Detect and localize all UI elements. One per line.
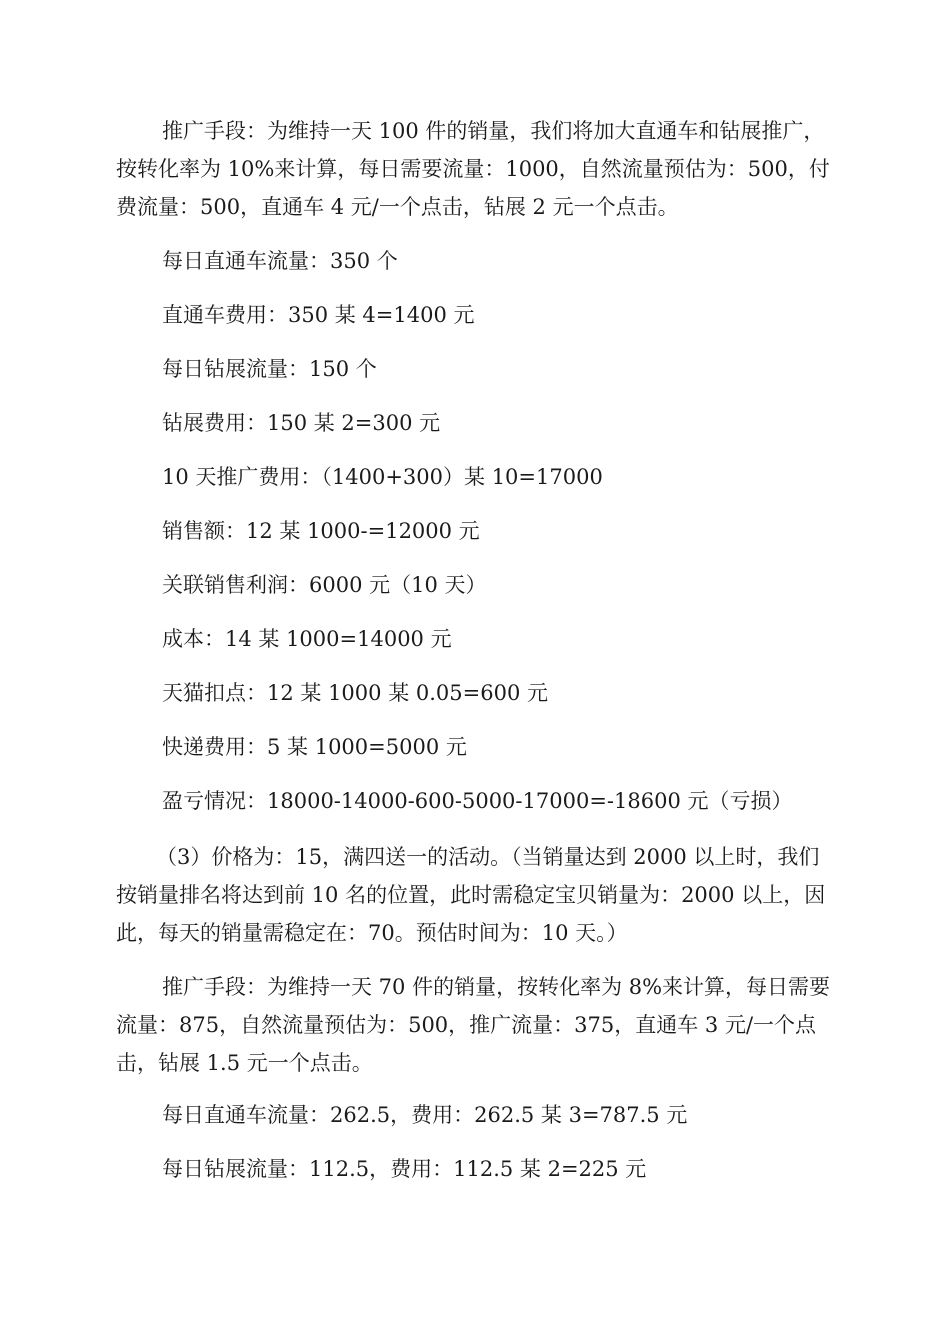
- price-plan-paragraph: （3）价格为：15，满四送一的活动。（当销量达到 2000 以上时，我们按销量排名将达到前 10 名的位置，此时需稳定宝贝销量为：2000 以上，因此，每天的销量需稳定在：70。预估时间为：10 天。）: [116, 845, 826, 945]
- express-fee: 快递费用：5 某 1000=5000 元: [162, 735, 467, 759]
- tmall-deduction: 天猫扣点：12 某 1000 某 0.05=600 元: [162, 681, 548, 705]
- daily-ztc-traffic-cost: 每日直通车流量：262.5，费用：262.5 某 3=787.5 元: [162, 1103, 688, 1127]
- daily-zuanzhan-traffic-cost: 每日钻展流量：112.5，费用：112.5 某 2=225 元: [162, 1157, 647, 1181]
- daily-ztc-traffic: 每日直通车流量：350 个: [162, 249, 398, 273]
- ten-day-promo-cost: 10 天推广费用：（1400+300）某 10=17000: [162, 465, 603, 489]
- promo-method-paragraph-2: 推广手段：为维持一天 70 件的销量，按转化率为 8%来计算，每日需要流量：875，自然流量预估为：500，推广流量：375，直通车 3 元/一个点击，钻展 1.5 元一个点击。: [116, 975, 831, 1075]
- ztc-cost: 直通车费用：350 某 4=1400 元: [162, 303, 475, 327]
- promo-method-paragraph-1: 推广手段：为维持一天 100 件的销量，我们将加大直通车和钻展推广，按转化率为 10%来计算，每日需要流量：1000，自然流量预估为：500，付费流量：500，直通车 4 元/一个点击，钻展 2 元一个点击。: [116, 119, 830, 219]
- related-sales-profit: 关联销售利润：6000 元（10 天）: [162, 573, 487, 597]
- sales-amount: 销售额：12 某 1000-=12000 元: [162, 519, 480, 543]
- profit-loss: 盈亏情况：18000-14000-600-5000-17000=-18600 元（亏损）: [162, 789, 793, 813]
- cost-line: 成本：14 某 1000=14000 元: [162, 627, 452, 651]
- zuanzhan-cost: 钻展费用：150 某 2=300 元: [162, 411, 441, 435]
- daily-zuanzhan-traffic: 每日钻展流量：150 个: [162, 357, 377, 381]
